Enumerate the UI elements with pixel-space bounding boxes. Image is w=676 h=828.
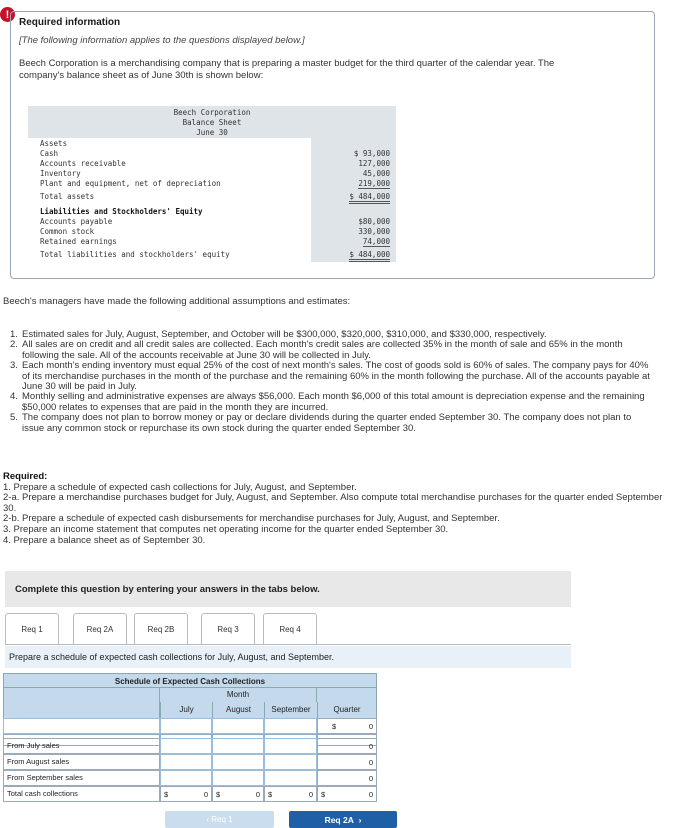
- bs-date: June 30: [196, 128, 228, 137]
- bs-company: Beech Corporation: [173, 108, 251, 117]
- item-text: Each month's ending inventory must equal 25% of the cost of next month's sales. The cost of goods sold is 60% of sales. The company pays for 40% of its merchandise purchases in the month of the purchase and the remaining 60% in the month following the purchase. All of the accounts payable at June 30 will be paid in July.: [22, 360, 650, 393]
- instructions-bar: [5, 571, 571, 607]
- bs-row-value: 127,000: [358, 159, 390, 168]
- bs-row-value: $80,000: [358, 217, 390, 226]
- total-amount: 0: [255, 790, 260, 799]
- cell-input[interactable]: [160, 738, 212, 754]
- quarter-amount: 0: [368, 722, 373, 731]
- bs-row-value: 330,000: [358, 227, 390, 236]
- tab-req-2a[interactable]: Req 2A: [73, 613, 127, 645]
- cell-input[interactable]: [212, 718, 264, 734]
- bs-total-assets-value: $ 484,000: [349, 192, 390, 204]
- total-august: [212, 786, 264, 802]
- assumptions-intro: Beech's managers have made the following additional assumptions and estimates:: [3, 296, 351, 307]
- schedule-title: Schedule of Expected Cash Collections: [3, 673, 377, 688]
- cell-input[interactable]: [160, 754, 212, 770]
- question-prompt: [5, 646, 571, 668]
- bs-row-label: Accounts payable: [40, 217, 113, 226]
- table-header-blank: [3, 688, 160, 718]
- total-amount: 0: [368, 790, 373, 799]
- total-amount: 0: [203, 790, 208, 799]
- item-number: 2.: [10, 339, 18, 351]
- required-label: Required:: [3, 471, 48, 482]
- required-item: 2-b. Prepare a schedule of expected cash disbursements for merchandise purchases for July, August, and September.: [3, 513, 500, 525]
- month-header: Month: [160, 688, 317, 702]
- bs-row-label: Accounts receivable: [40, 159, 126, 168]
- currency-symbol: $: [164, 790, 169, 799]
- bs-total-liab-label: Total liabilities and stockholders' equity: [40, 250, 230, 259]
- next-button-label: Req 2A: [324, 814, 354, 825]
- alert-icon: !: [0, 7, 15, 22]
- bs-row-label: Retained earnings: [40, 237, 117, 246]
- bs-liab-label: Liabilities and Stockholders' Equity: [40, 207, 203, 216]
- prompt-text: Prepare a schedule of expected cash collections for July, August, and September.: [9, 652, 335, 662]
- cell-input[interactable]: [264, 770, 317, 786]
- cell-input[interactable]: [160, 718, 212, 734]
- currency-symbol: $: [268, 790, 273, 799]
- quarter-amount: 0: [368, 742, 373, 751]
- quarter-value: [317, 738, 377, 754]
- tab-req-1[interactable]: Req 1: [5, 613, 59, 645]
- chevron-left-icon: ‹: [206, 815, 212, 824]
- cell-input[interactable]: [160, 770, 212, 786]
- item-number: 1.: [10, 329, 18, 340]
- bs-row-label: Cash: [40, 149, 59, 158]
- column-header-september: September: [264, 702, 317, 718]
- total-july: [160, 786, 212, 802]
- prev-button[interactable]: [165, 811, 274, 828]
- list-item: [10, 361, 655, 392]
- list-item: [10, 340, 655, 361]
- bs-row-label: Common stock: [40, 227, 95, 236]
- column-header-july: July: [160, 702, 212, 718]
- tab-divider: [5, 644, 571, 645]
- cell-input[interactable]: [264, 718, 317, 734]
- total-quarter: [317, 786, 377, 802]
- total-amount: 0: [308, 790, 313, 799]
- balance-sheet-header: [28, 106, 396, 138]
- list-item: [10, 392, 655, 413]
- instructions-text: Complete this question by entering your answers in the tabs below.: [15, 583, 320, 595]
- item-text: Estimated sales for July, August, September, and October will be $300,000, $320,000, $310,000, and $330,000, respectively.: [22, 329, 547, 340]
- list-item: [10, 413, 655, 434]
- table-row-label: From September sales: [3, 770, 160, 786]
- item-number: 5.: [10, 412, 18, 424]
- tab-req-3[interactable]: Req 3: [201, 613, 255, 645]
- balance-sheet: [28, 106, 396, 259]
- column-header-august: August: [212, 702, 264, 718]
- quarter-value: [317, 754, 377, 770]
- info-title: Required information: [19, 17, 121, 28]
- cell-input[interactable]: [212, 754, 264, 770]
- bs-total-assets-label: Total assets: [40, 192, 95, 201]
- total-september: [264, 786, 317, 802]
- cell-input[interactable]: [264, 738, 317, 754]
- row-label-input[interactable]: [3, 718, 160, 734]
- bs-row-value: 74,000: [362, 237, 390, 246]
- prev-button-label: Req 1: [211, 815, 233, 824]
- quarter-amount: 0: [368, 758, 373, 767]
- tab-req-4[interactable]: Req 4: [263, 613, 317, 645]
- cell-input[interactable]: [264, 754, 317, 770]
- chevron-right-icon: ›: [353, 814, 362, 825]
- item-text: The company does not plan to borrow money or pay or declare dividends during the quarter ended September 30. The company does not plan to issue any common stock or repurchase its own stock during the quarter ended September 30.: [22, 412, 632, 434]
- bs-row-value: 219,000: [358, 179, 390, 188]
- info-subtitle: [The following information applies to the questions displayed below.]: [19, 35, 305, 46]
- bs-title: Balance Sheet: [182, 118, 242, 127]
- required-item: 1. Prepare a schedule of expected cash collections for July, August, and September.: [3, 481, 357, 493]
- currency-symbol: $: [216, 790, 221, 799]
- table-row-label: From July sales: [3, 738, 160, 754]
- currency-symbol: $: [321, 790, 326, 799]
- assumptions-list: [10, 330, 655, 434]
- quarter-value: [317, 718, 377, 734]
- item-text: All sales are on credit and all credit sales are collected. Each month's credit sales are collected 35% in the month of sale and 65% in the month following the sale. All of the accounts receivable at June 30 will be collected in July.: [22, 339, 623, 361]
- total-row-label: Total cash collections: [3, 786, 160, 802]
- bs-total-liab-value: $ 484,000: [349, 250, 390, 262]
- bs-row-value: 45,000: [362, 169, 390, 178]
- next-button[interactable]: [289, 811, 397, 828]
- required-section: [3, 472, 663, 546]
- table-row-label: From August sales: [3, 754, 160, 770]
- bs-assets-label: Assets: [40, 139, 68, 148]
- quarter-value: [317, 770, 377, 786]
- item-number: 3.: [10, 360, 18, 372]
- tab-req-2b[interactable]: Req 2B: [134, 613, 188, 645]
- item-text: Monthly selling and administrative expenses are always $56,000. Each month $6,000 of this total amount is depreciation expense and the remaining $50,000 relates to expenses that are paid in the month they are incurred.: [22, 391, 645, 413]
- required-item: 3. Prepare an income statement that computes net operating income for the quarter ended September 30.: [3, 523, 449, 535]
- currency-symbol: $: [332, 722, 337, 731]
- bs-row-value: $ 93,000: [353, 149, 390, 158]
- bs-row-label: Plant and equipment, net of depreciation: [40, 179, 221, 188]
- info-intro: Beech Corporation is a merchandising company that is preparing a master budget for the third quarter of the calendar year. The company's balance sheet as of June 30th is shown below:: [19, 58, 555, 81]
- required-item: 4. Prepare a balance sheet as of September 30.: [3, 534, 206, 546]
- cell-input[interactable]: [212, 770, 264, 786]
- bs-row-label: Inventory: [40, 169, 81, 178]
- cell-input[interactable]: [212, 738, 264, 754]
- item-number: 4.: [10, 391, 18, 403]
- quarter-amount: 0: [368, 774, 373, 783]
- required-item: 2-a. Prepare a merchandise purchases budget for July, August, and September. Also compute total merchandise purchases for the quarter ended September 30.: [3, 492, 663, 514]
- column-header-quarter: Quarter: [317, 702, 377, 718]
